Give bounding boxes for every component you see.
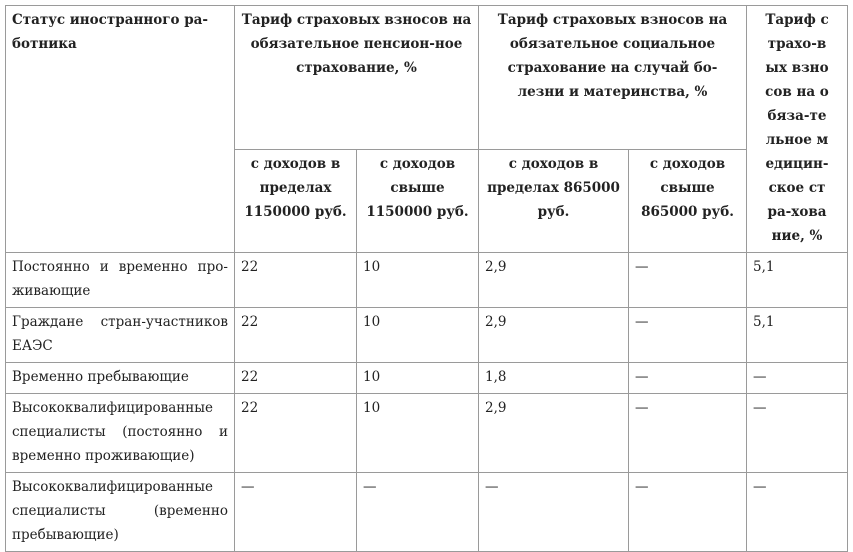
header-social: Тариф страховых взносов на обязательное социальное страхование на случай бо-лезни и материнства, %	[479, 6, 747, 150]
pension-above-cell: 10	[357, 363, 479, 394]
social-above-cell: —	[629, 253, 747, 308]
header-status: Статус иностранного ра-ботника	[6, 6, 235, 253]
table-header	[6, 6, 848, 253]
social-within-cell: 2,9	[479, 253, 629, 308]
status-cell: Постоянно и временно про-живающие	[6, 253, 235, 308]
pension-above-cell: 10	[357, 394, 479, 473]
table-row	[6, 394, 848, 473]
medical-cell: 5,1	[747, 308, 848, 363]
insurance-rates-table	[5, 5, 848, 552]
status-cell: Временно пребывающие	[6, 363, 235, 394]
medical-cell: —	[747, 394, 848, 473]
medical-cell: 5,1	[747, 253, 848, 308]
table-body	[6, 253, 848, 552]
header-medical	[747, 6, 848, 253]
header-medical-label: Тариф страхо-вых взносов на обяза-тельное медицин-ское стра-хование, %	[765, 12, 829, 244]
social-within-cell: 1,8	[479, 363, 629, 394]
pension-within-cell: 22	[235, 308, 357, 363]
header-row-top	[6, 6, 848, 150]
header-social-within: с доходов в пределах 865000 руб.	[479, 149, 629, 252]
table-row	[6, 253, 848, 308]
pension-within-cell: 22	[235, 253, 357, 308]
status-cell: Высококвалифицированные специалисты (постоянно и временно проживающие)	[6, 394, 235, 473]
social-within-cell: 2,9	[479, 394, 629, 473]
pension-above-cell: 10	[357, 308, 479, 363]
social-above-cell: —	[629, 363, 747, 394]
social-within-cell: —	[479, 473, 629, 552]
table-row	[6, 473, 848, 552]
medical-cell: —	[747, 363, 848, 394]
header-pension: Тариф страховых взносов на обязательное пенсион-ное страхование, %	[235, 6, 479, 150]
header-pension-above: с доходов свыше 1150000 руб.	[357, 149, 479, 252]
social-above-cell: —	[629, 308, 747, 363]
status-cell: Высококвалифицированные специалисты (временно пребывающие)	[6, 473, 235, 552]
medical-cell: —	[747, 473, 848, 552]
social-above-cell: —	[629, 394, 747, 473]
pension-within-cell: —	[235, 473, 357, 552]
pension-within-cell: 22	[235, 363, 357, 394]
pension-above-cell: 10	[357, 253, 479, 308]
header-social-above: с доходов свыше 865000 руб.	[629, 149, 747, 252]
table-row	[6, 308, 848, 363]
pension-within-cell: 22	[235, 394, 357, 473]
table-row	[6, 363, 848, 394]
pension-above-cell: —	[357, 473, 479, 552]
header-pension-within: с доходов в пределах 1150000 руб.	[235, 149, 357, 252]
social-above-cell: —	[629, 473, 747, 552]
status-cell: Граждане стран-участников ЕАЭС	[6, 308, 235, 363]
social-within-cell: 2,9	[479, 308, 629, 363]
